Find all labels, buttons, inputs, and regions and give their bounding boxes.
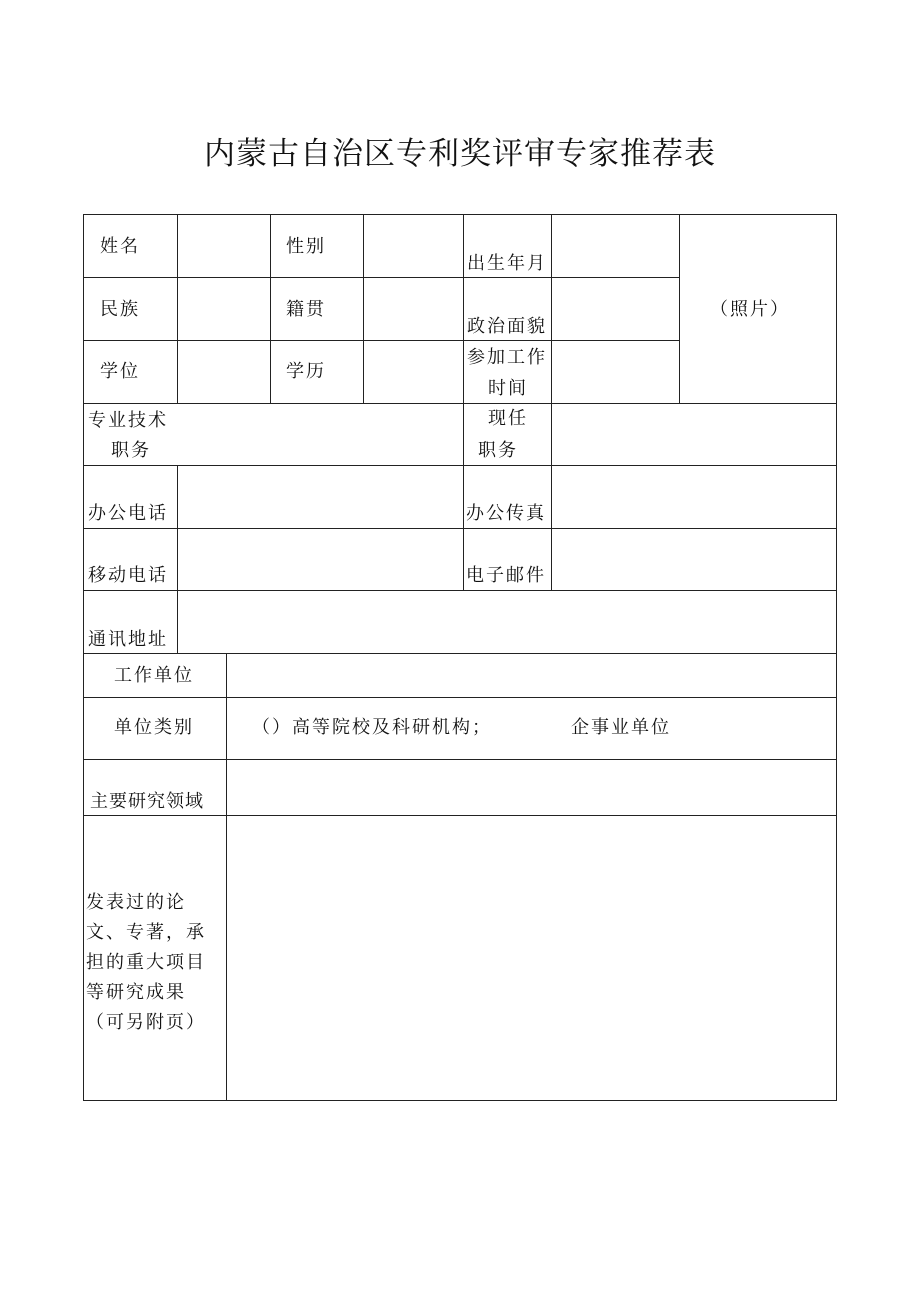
gender-field[interactable] xyxy=(364,215,463,277)
research-field-field[interactable] xyxy=(227,760,836,815)
birth-field[interactable] xyxy=(552,215,679,277)
achievements-label xyxy=(86,888,226,1038)
tech-title-field[interactable] xyxy=(178,404,463,465)
research-field-label: 主要研究领域 xyxy=(90,791,204,812)
unit-type-option-enterprise[interactable]: 企事业单位 xyxy=(571,717,671,738)
table-border-right xyxy=(836,214,837,1101)
birth-label: 出生年月 xyxy=(467,253,547,274)
native-place-label: 籍贯 xyxy=(286,299,326,320)
table-border-left xyxy=(83,214,84,1101)
email-field[interactable] xyxy=(552,529,836,590)
mobile-label: 移动电话 xyxy=(88,565,168,586)
work-start-field[interactable] xyxy=(552,341,679,403)
tech-title-label-line1: 专业技术 xyxy=(88,410,168,431)
column-divider xyxy=(270,214,271,404)
address-label: 通讯地址 xyxy=(88,629,168,650)
row-divider xyxy=(83,697,837,698)
office-phone-label: 办公电话 xyxy=(88,503,168,524)
achievements-label-line: 等研究成果 xyxy=(86,982,186,1003)
political-status-field[interactable] xyxy=(552,278,679,340)
degree-field[interactable] xyxy=(178,341,270,403)
achievements-label-line: 担的重大项目 xyxy=(86,952,206,973)
column-divider xyxy=(463,214,464,591)
current-post-label-line1: 现任 xyxy=(488,408,528,429)
column-divider xyxy=(679,214,680,404)
work-start-label-line1: 参加工作 xyxy=(467,347,547,368)
achievements-label-line: 文、专著，承 xyxy=(86,922,206,943)
political-status-label: 政治面貌 xyxy=(467,316,547,337)
email-label: 电子邮件 xyxy=(466,565,546,586)
gender-label: 性别 xyxy=(286,236,326,257)
name-label: 姓名 xyxy=(100,236,140,257)
ethnicity-field[interactable] xyxy=(178,278,270,340)
degree-label: 学位 xyxy=(100,361,140,382)
achievements-label-line: 发表过的论 xyxy=(86,892,186,913)
education-field[interactable] xyxy=(364,341,463,403)
ethnicity-label: 民族 xyxy=(100,299,140,320)
office-phone-field[interactable] xyxy=(178,466,463,528)
achievements-label-line: （可另附页） xyxy=(86,1012,206,1033)
office-fax-label: 办公传真 xyxy=(466,503,546,524)
current-post-field[interactable] xyxy=(552,404,836,465)
work-start-label-line2: 时间 xyxy=(488,378,528,399)
office-fax-field[interactable] xyxy=(552,466,836,528)
unit-type-option-university[interactable]: （）高等院校及科研机构； xyxy=(252,717,492,738)
mobile-field[interactable] xyxy=(178,529,463,590)
unit-type-label: 单位类别 xyxy=(114,717,194,738)
name-field[interactable] xyxy=(178,215,270,277)
native-place-field[interactable] xyxy=(364,278,463,340)
table-border-bottom xyxy=(83,1100,837,1101)
tech-title-label-line2: 职务 xyxy=(111,440,151,461)
work-unit-label: 工作单位 xyxy=(114,665,194,686)
address-field[interactable] xyxy=(178,591,836,653)
achievements-field[interactable] xyxy=(227,816,836,1100)
education-label: 学历 xyxy=(286,361,326,382)
current-post-label-line2: 职务 xyxy=(478,440,518,461)
form-title: 内蒙古自治区专利奖评审专家推荐表 xyxy=(204,136,716,172)
photo-placeholder: （照片） xyxy=(710,299,790,320)
work-unit-field[interactable] xyxy=(227,654,836,697)
